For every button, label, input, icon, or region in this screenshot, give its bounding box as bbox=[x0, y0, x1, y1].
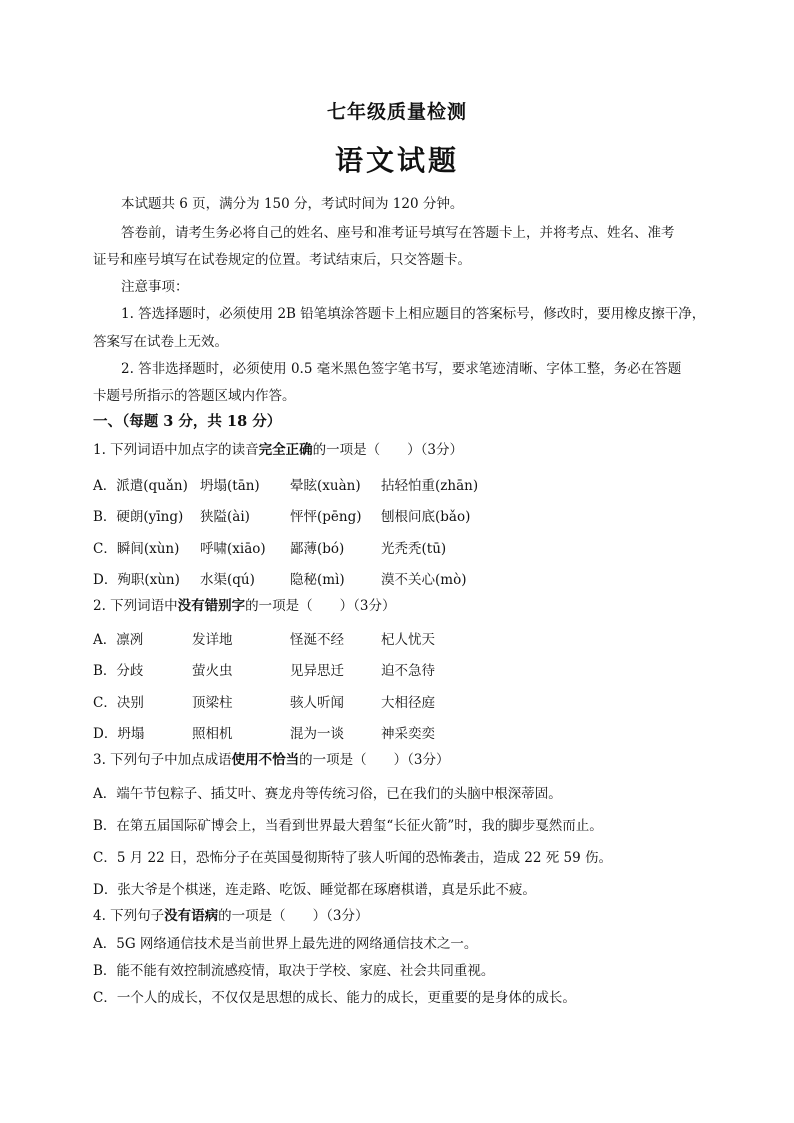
q3-option-a: A．端午节包粽子、插艾叶、赛龙舟等传统习俗，已在我们的头脑中根深蒂固。 bbox=[93, 786, 562, 802]
q2-option-d-2: 照相机 bbox=[192, 726, 233, 742]
q2-option-a-4: 杞人忧天 bbox=[381, 632, 435, 648]
subject-title: 语文试题 bbox=[334, 144, 459, 177]
intro-line-1: 本试题共 6 页，满分为 150 分，考试时间为 120 分钟。 bbox=[121, 196, 464, 212]
q1-option-d-2: 水渠(qú) bbox=[200, 572, 255, 588]
q2-option-b-4: 迫不急待 bbox=[381, 663, 435, 679]
notice-heading: 注意事项： bbox=[121, 279, 189, 295]
q1-option-c-2: 呼啸(xiāo) bbox=[200, 541, 266, 557]
q1-option-b-4: 刨根问底(bǎo) bbox=[381, 509, 471, 525]
notice-2a: 2. 答非选择题时，必须使用 0.5 毫米黑色签字笔书写，要求笔迹清晰、字体工整，务必在答题 bbox=[121, 361, 682, 377]
q1-option-a-4: 拈轻怕重(zhān) bbox=[381, 478, 479, 494]
q1-option-c-3: 鄙薄(bó) bbox=[290, 541, 345, 557]
intro-line-2: 答卷前，请考生务必将自己的姓名、座号和准考证号填写在答题卡上，并将考点、姓名、准考 bbox=[121, 225, 675, 241]
q1-option-d-1: D．殉职(xùn) bbox=[93, 572, 180, 588]
q3-option-b: B．在第五届国际矿博会上，当看到世界最大碧玺“长征火箭”时，我的脚步戛然而止。 bbox=[93, 818, 603, 834]
q2-option-d-3: 混为一谈 bbox=[290, 726, 344, 742]
q1-option-a-2: 坍塌(tān) bbox=[200, 478, 260, 494]
q1-option-a-3: 晕眩(xuàn) bbox=[290, 478, 361, 494]
q2-option-b-1: B．分歧 bbox=[93, 663, 144, 679]
q2-option-a-2: 发详地 bbox=[192, 632, 233, 648]
q4-option-c: C．一个人的成长，不仅仅是思想的成长、能力的成长，更重要的是身体的成长。 bbox=[93, 990, 576, 1006]
section-heading: 一、（每题 3 分，共 18 分） bbox=[93, 413, 282, 430]
q1-option-b-3: 怦怦(pēng) bbox=[290, 509, 362, 525]
q2-option-c-4: 大相径庭 bbox=[381, 695, 435, 711]
notice-2b: 卡题号所指示的答题区域内作答。 bbox=[93, 388, 296, 404]
q2-option-d-4: 神采奕奕 bbox=[381, 726, 435, 742]
notice-1b: 答案写在试卷上无效。 bbox=[93, 334, 228, 350]
q2-option-c-2: 顶梁柱 bbox=[192, 695, 233, 711]
question-1-stem: 1. 下列词语中加点字的读音完全正确的一项是（ ）（3分） bbox=[93, 442, 464, 458]
question-3-stem: 3. 下列句子中加点成语使用不恰当的一项是（ ）（3分） bbox=[93, 752, 450, 768]
q1-option-b-1: B．硬朗(yīng) bbox=[93, 509, 184, 525]
q4-option-a: A．5G 网络通信技术是当前世界上最先进的网络通信技术之一。 bbox=[93, 936, 478, 952]
intro-line-3: 证号和座号填写在试卷规定的位置。考试结束后，只交答题卡。 bbox=[93, 252, 471, 268]
q2-option-b-2: 萤火虫 bbox=[192, 663, 233, 679]
q2-option-b-3: 见异思迁 bbox=[290, 663, 344, 679]
notice-1a: 1. 答选择题时，必须使用 2B 铅笔填涂答题卡上相应题目的答案标号，修改时，要用橡皮擦干净， bbox=[121, 306, 706, 322]
q1-option-d-3: 隐秘(mì) bbox=[290, 572, 345, 588]
q2-option-a-3: 怪涎不经 bbox=[290, 632, 344, 648]
q2-option-c-1: C．决别 bbox=[93, 695, 144, 711]
q4-option-b: B．能不能有效控制流感疫情，取决于学校、家庭、社会共同重视。 bbox=[93, 963, 495, 979]
q3-option-c: C．5 月 22 日，恐怖分子在英国曼彻斯特了骇人听闻的恐怖袭击，造成 22 死 59 伤。 bbox=[93, 850, 612, 866]
question-2-stem: 2. 下列词语中没有错别字的一项是（ ）（3分） bbox=[93, 598, 396, 614]
q1-option-d-4: 漠不关心(mò) bbox=[381, 572, 467, 588]
q1-option-a-1: A．派遣(quǎn) bbox=[93, 478, 188, 494]
q1-option-b-2: 狭隘(ài) bbox=[200, 509, 250, 525]
q1-option-c-4: 光秃秃(tū) bbox=[381, 541, 447, 557]
q2-option-a-1: A．凛冽 bbox=[93, 632, 144, 648]
q1-option-c-1: C．瞬间(xùn) bbox=[93, 541, 180, 557]
question-4-stem: 4. 下列句子没有语病的一项是（ ）（3分） bbox=[93, 908, 369, 924]
grade-title: 七年级质量检测 bbox=[326, 101, 467, 123]
q2-option-c-3: 骇人听闻 bbox=[290, 695, 344, 711]
q2-option-d-1: D．坍塌 bbox=[93, 726, 145, 742]
q3-option-d: D．张大爷是个棋迷，连走路、吃饭、睡觉都在琢磨棋谱，真是乐此不疲。 bbox=[93, 882, 536, 898]
